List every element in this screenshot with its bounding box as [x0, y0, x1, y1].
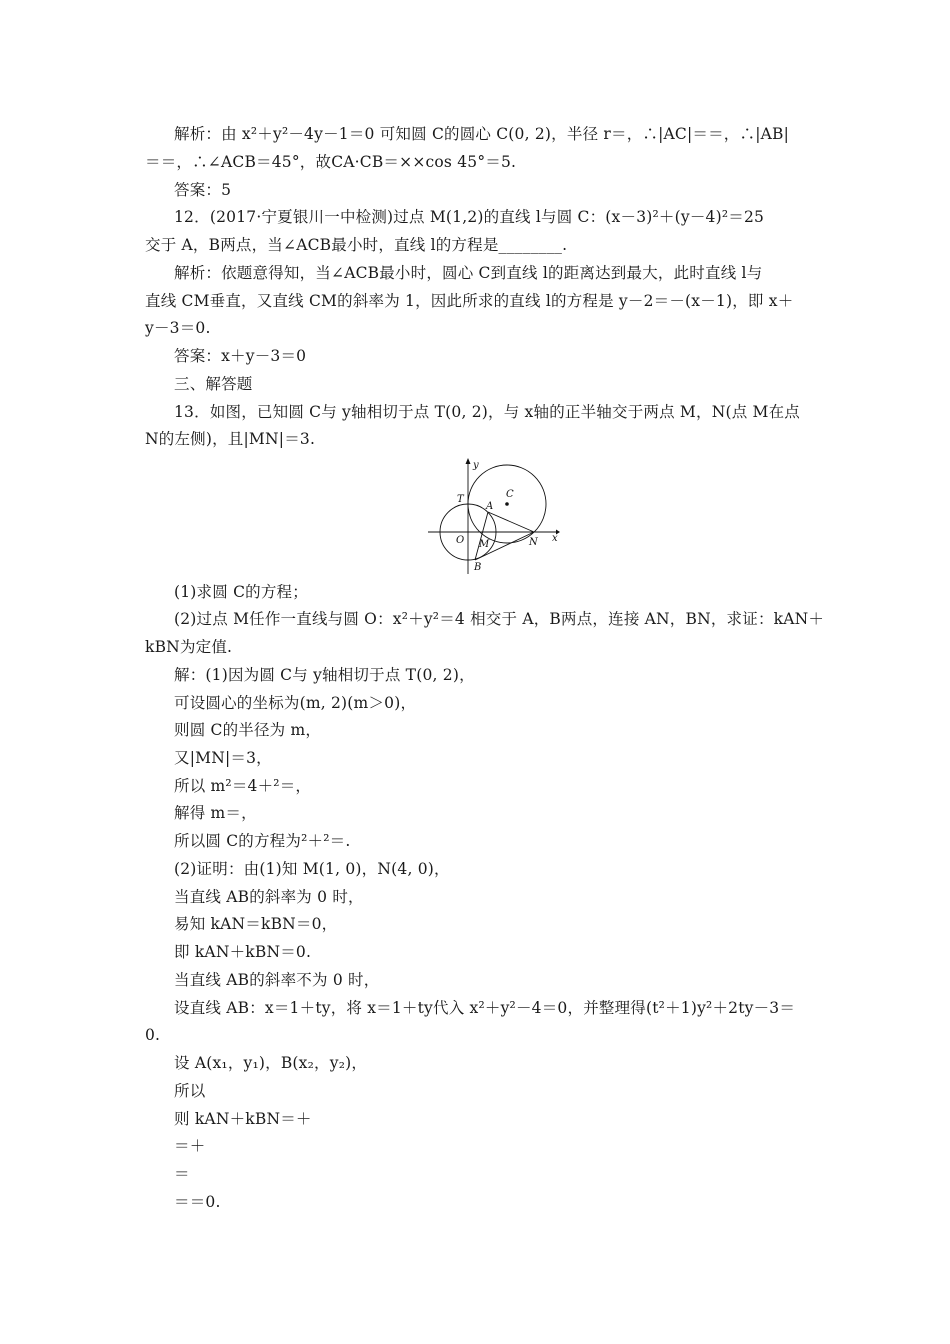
text-line: ＝ [174, 1165, 190, 1183]
text-line: 设直线 AB：x＝1＋ty，将 x＝1＋ty代入 x²＋y²－4＝0，并整理得(t²＋1)y²＋2ty－3＝ [174, 999, 796, 1017]
text-line: 当直线 AB的斜率不为 0 时， [174, 971, 380, 989]
section-heading: 三、解答题 [174, 375, 253, 393]
text-line: 0. [145, 1026, 161, 1044]
text-line: ＝＝0. [174, 1193, 221, 1211]
text-line: (2)证明：由(1)知 M(1, 0)，N(4, 0)， [174, 860, 450, 878]
text-line: 所以 m²＝4＋²＝， [174, 777, 312, 795]
text-line: 则圆 C的半径为 m， [174, 721, 322, 739]
label-a: A [486, 501, 494, 512]
label-n: N [529, 537, 538, 548]
label-x: x [552, 533, 558, 544]
geometry-figure [428, 456, 560, 576]
text-line: 则 kAN＋kBN＝＋ [174, 1110, 312, 1128]
text-line: 所以圆 C的方程为²＋²＝. [174, 832, 351, 850]
text-line: y－3＝0. [145, 319, 211, 337]
line-an [488, 512, 534, 532]
text-line: 直线 CM垂直，又直线 CM的斜率为 1，因此所求的直线 l的方程是 y－2＝－(x－1)，即 x＋ [145, 292, 794, 310]
text-line: 解析：由 x²＋y²－4y－1＝0 可知圆 C的圆心 C(0, 2)，半径 r＝，∴|AC|＝＝，∴|AB| [174, 125, 790, 143]
line-ab [475, 512, 488, 560]
text-line: 可设圆心的坐标为(m, 2)(m＞0)， [174, 694, 417, 712]
label-m: M [479, 539, 490, 550]
text-line: 交于 A，B两点，当∠ACB最小时，直线 l的方程是________. [145, 236, 568, 254]
text-line: 又|MN|＝3， [174, 749, 272, 767]
circle-diagram [428, 456, 560, 576]
text-line: ＝＋ [174, 1137, 206, 1155]
text-line: 当直线 AB的斜率为 0 时， [174, 888, 364, 906]
label-c: C [506, 489, 514, 500]
center-c-point [505, 502, 509, 506]
label-t: T [457, 494, 464, 505]
text-line: (1)求圆 C的方程； [174, 583, 308, 601]
text-line: 12．(2017·宁夏银川一中检测)过点 M(1,2)的直线 l与圆 C：(x－3)²＋(y－4)²＝25 [174, 208, 765, 226]
text-line: 解得 m＝， [174, 804, 257, 822]
text-line: 所以 [174, 1082, 206, 1100]
label-b: B [474, 562, 482, 573]
text-line: 易知 kAN＝kBN＝0， [174, 915, 338, 933]
label-o: O [456, 535, 465, 546]
label-y: y [473, 460, 479, 471]
text-line: 设 A(x₁，y₁)，B(x₂，y₂)， [174, 1054, 368, 1072]
text-line: (2)过点 M任作一直线与圆 O：x²＋y²＝4 相交于 A，B两点，连接 AN，BN，求证：kAN＋ [174, 610, 825, 628]
text-line: 13．如图，已知圆 C与 y轴相切于点 T(0, 2)，与 x轴的正半轴交于两点 M，N(点 M在点 [174, 403, 801, 421]
text-line: 即 kAN＋kBN＝0. [174, 943, 312, 961]
text-line: 解析：依题意得知，当∠ACB最小时，圆心 C到直线 l的距离达到最大，此时直线 l与 [174, 264, 763, 282]
text-line: ＝＝，∴∠ACB＝45°，故CA·CB＝××cos 45°＝5. [145, 153, 517, 171]
text-line: N的左侧)，且|MN|＝3. [145, 430, 316, 448]
text-line: 答案：5 [174, 181, 232, 199]
text-line: kBN为定值. [145, 638, 233, 656]
y-axis-arrow [466, 458, 471, 464]
text-line: 解：(1)因为圆 C与 y轴相切于点 T(0, 2)， [174, 666, 475, 684]
text-line: 答案：x＋y－3＝0 [174, 347, 307, 365]
